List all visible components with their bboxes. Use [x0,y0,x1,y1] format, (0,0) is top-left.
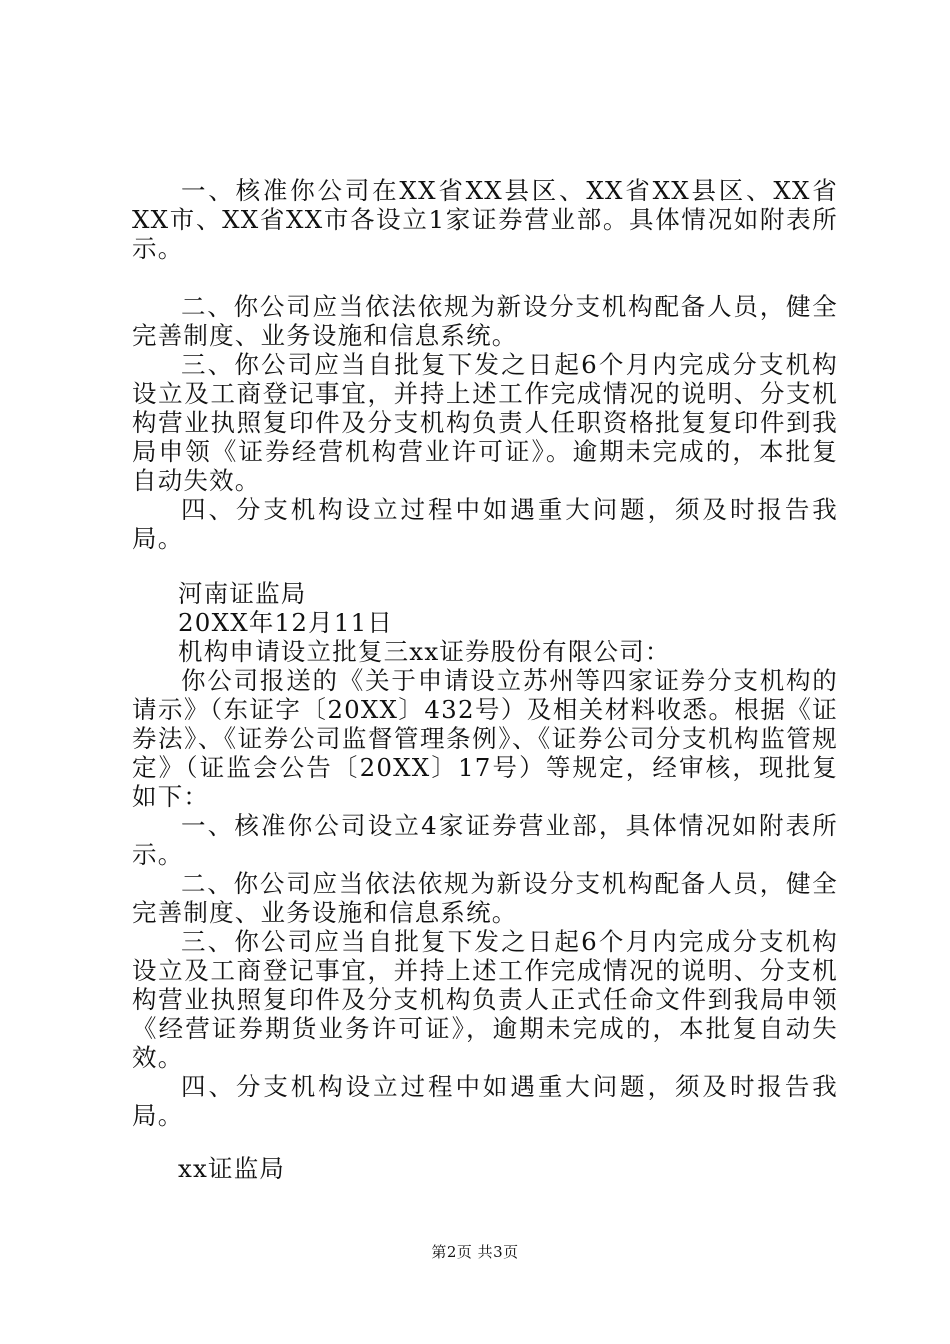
paragraph-staffing-2: 二、你公司应当依法依规为新设分支机构配备人员，健全完善制度、业务设施和信息系统。 [132,869,838,927]
paragraph-approval-2: 一、核准你公司设立4家证券营业部，具体情况如附表所示。 [132,811,838,869]
document-body [132,176,838,1183]
paragraph-deadline-2: 三、你公司应当自批复下发之日起6个月内完成分支机构设立及工商登记事宜，并持上述工作完成情况的说明、分支机构营业执照复印件及分支机构负责人正式任命文件到我局申领《经营证券期货业务许可证》，逾期未完成的，本批复自动失效。 [132,927,838,1072]
signature-date: 20XX年12月11日 [178,608,394,637]
signature-xx: xx证监局 [178,1154,286,1183]
paragraph-report: 四、分支机构设立过程中如遇重大问题，须及时报告我局。 [132,495,838,553]
page-number: 第2页 共3页 [431,1243,519,1261]
paragraph-deadline: 三、你公司应当自批复下发之日起6个月内完成分支机构设立及工商登记事宜，并持上述工作完成情况的说明、分支机构营业执照复印件及分支机构负责人任职资格批复复印件到我局申领《证券经营机构营业许可证》。逾期未完成的，本批复自动失效。 [132,350,838,495]
paragraph-approval-1: 一、核准你公司在XX省XX县区、XX省XX县区、XX省XX市、XX省XX市各设立1家证券营业部。具体情况如附表所示。 [132,176,838,263]
signature-henan: 河南证监局 [178,579,307,608]
paragraph-staffing: 二、你公司应当依法依规为新设分支机构配备人员，健全完善制度、业务设施和信息系统。 [132,292,838,350]
paragraph-intro: 你公司报送的《关于申请设立苏州等四家证券分支机构的请示》（东证字〔20XX〕432号）及相关材料收悉。根据《证券法》、《证券公司监督管理条例》、《证券公司分支机构监管规定》（证监会公告〔20XX〕17号）等规定，经审核，现批复如下： [132,666,838,811]
paragraph-report-2: 四、分支机构设立过程中如遇重大问题，须及时报告我局。 [132,1072,838,1130]
section-heading: 机构申请设立批复三xx证券股份有限公司： [178,637,671,666]
